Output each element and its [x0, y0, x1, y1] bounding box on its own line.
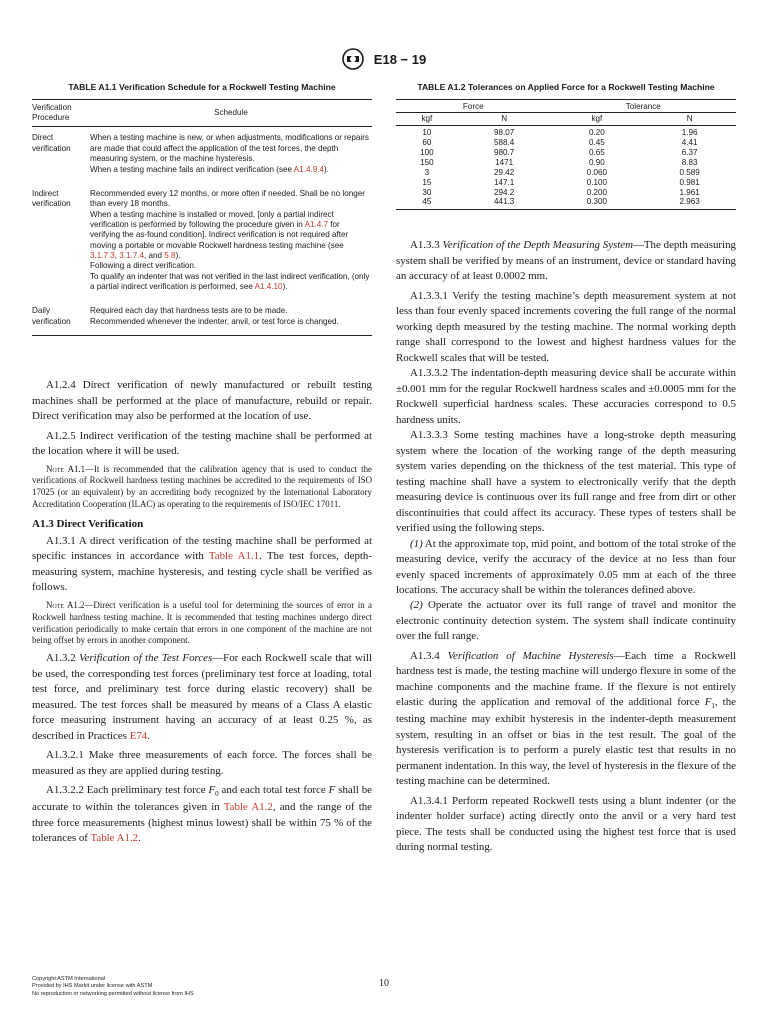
standard-link[interactable]: E74: [129, 729, 148, 742]
table-cell: 10: [422, 128, 432, 138]
schedule-cell: [90, 183, 372, 301]
table-cell: 0.65: [589, 148, 605, 158]
table-row: [32, 300, 372, 335]
section-link[interactable]: 5.8: [164, 251, 176, 261]
right-column: [396, 82, 736, 856]
unit-header: kgf: [396, 113, 458, 126]
schedule-line: When a testing machine is new, or when adjustments, modifications or repairs are made that could affect the application of the test forces, the depth measuring system, or the machine hysteresis.: [90, 133, 369, 164]
column-header-schedule: Schedule: [90, 99, 372, 127]
table-cell: 0.100: [586, 177, 608, 187]
schedule-line: To qualify an indenter that was not verified in the last indirect verification, (only a partial indirect verification is performed, see A1.4.10).: [90, 271, 370, 292]
table-row: [396, 168, 736, 178]
column-header-procedure: Verification Procedure: [32, 99, 90, 127]
paragraph-a1-2-4: A1.2.4 Direct verification of newly manufactured or rebuilt testing machines shall be performed at the place of manufacture, rebuild or repair. Direct verification may also be performed at the location of use.: [32, 379, 372, 423]
table-row: [396, 138, 736, 148]
section-link[interactable]: A1.4.9.4: [293, 164, 324, 174]
procedure-cell: Daily verification: [32, 300, 90, 335]
schedule-line: When a testing machine fails an indirect verification (see A1.4.9.4).: [90, 164, 329, 174]
table-cell: 4.41: [681, 138, 698, 148]
table-cell: 45: [396, 197, 458, 209]
paragraph-a1-3-2-1: A1.3.2.1 Make three measurements of each force. The forces shall be measured as they are applied during testing.: [32, 749, 372, 777]
verification-schedule-table: [32, 99, 372, 336]
schedule-line: Required each day that hardness tests are to be made.: [90, 306, 288, 316]
table-cell: 2.963: [643, 197, 736, 209]
paragraph-a1-2-5: A1.2.5 Indirect verification of the testing machine shall be performed at the location where it will be used.: [32, 429, 372, 458]
section-link[interactable]: A1.4.10: [254, 282, 283, 292]
table-cell: 29.42: [494, 167, 515, 177]
table-cell: 0.20: [589, 128, 605, 138]
table-link[interactable]: Table A1.2: [223, 801, 273, 814]
page-header: [0, 48, 768, 70]
footer-line: Copyright ASTM International: [32, 976, 106, 982]
note-a1-2: Note A1.2—Direct verification is a useful tool for determining the sources of error in a Rockwell hardness testing machine. It is recommended that testing machines undergo direct verification periodically to make certain that errors in one component of the machine are not being offset by errors in another component.: [32, 599, 372, 646]
table-row: [396, 148, 736, 158]
procedure-cell: Indirect verification: [32, 188, 71, 209]
table-cell: 441.3: [458, 197, 551, 209]
force-tolerance-table: [396, 99, 736, 211]
table-cell: 0.45: [589, 138, 605, 148]
paragraph-a1-3-4: A1.3.4 Verification of Machine Hysteresis—Each time a Rockwell hardness test is made, the testing machine will undergo flexure in some of the machine components and the machine frame. If the flexure is not entirely elastic during the application and removal of the additional force $F_1$, the testing machine may exhibit hysteresis in the indenter-depth measurement system, resulting in an offset or bias in the test result. The goal of the hysteresis verification is to perform a purely elastic test that results in no permanent indentation. In this way, the level of hysteresis in the flexure of the testing machine can be determined.: [396, 649, 736, 788]
paragraph-a1-3-3-2: A1.3.3.2 The indentation-depth measuring device shall be accurate within ±0.001 mm for the regular Rockwell hardness scales and ±0.0005 mm for the Rockwell superficial hardness scales. These accuracies correspond to 0.5 hardness units.: [396, 367, 736, 426]
group-header-tolerance: Tolerance: [551, 99, 736, 112]
paragraph-step-1: (1) At the approximate top, mid point, and bottom of the total stroke of the measuring device, verify the accuracy of the device at no less than four evenly spaced increments of approximately 0.05 mm at each of the three locations. The accuracy shall be within the tolerances defined above.: [396, 537, 736, 596]
table-cell: 8.83: [681, 158, 698, 168]
unit-header: N: [458, 113, 551, 126]
table-row: [396, 126, 736, 138]
table-row: [396, 158, 736, 168]
table-cell: 30: [422, 187, 432, 197]
schedule-cell: [90, 127, 372, 183]
table-a1-2-caption: TABLE A1.2 Tolerances on Applied Force for a Rockwell Testing Machine: [417, 82, 715, 92]
table-row: [396, 197, 736, 209]
group-header-force: Force: [396, 99, 551, 112]
footer-line: Provided by IHS Markit under license with ASTM: [32, 983, 153, 990]
force-tolerance-body: [396, 126, 736, 210]
astm-logo-icon: [342, 48, 364, 70]
unit-header: kgf: [551, 113, 644, 126]
paragraph-step-2: (2) Operate the actuator over its full range of travel and monitor the electronic continuity detection system. The system shall indicate continuity over the full range.: [396, 599, 736, 643]
table-cell: 588.4: [494, 138, 515, 148]
table-cell: 0.200: [586, 187, 608, 197]
table-cell: 0.060: [586, 167, 608, 177]
table-cell: 98.07: [494, 128, 515, 138]
table-row: [32, 183, 372, 301]
section-link[interactable]: A1.4.7: [304, 219, 329, 229]
table-cell: 0.90: [589, 158, 605, 168]
paragraph-a1-3-3-3: A1.3.3.3 Some testing machines have a long-stroke depth measuring system where the location of the working range of the depth measuring system varies depending on the thickness of the test material. This type of testing machine shall have a system to electronically verify that the depth measuring device is continuous over its full range and free from dirt or other discontinuities that could affect its accuracy. These types of testers shall be verified using the following steps.: [396, 429, 736, 535]
table-link[interactable]: Table A1.1: [208, 550, 260, 563]
table-cell: 0.300: [551, 197, 644, 209]
table-cell: 294.2: [494, 187, 515, 197]
table-cell: 100: [420, 148, 434, 158]
section-link[interactable]: 3.1.7.3: [90, 251, 115, 261]
table-cell: 1471: [495, 158, 514, 168]
standard-designation: E18 − 19: [373, 51, 427, 67]
paragraph-a1-3-4-1: A1.3.4.1 Perform repeated Rockwell tests using a blunt indenter (or the indenter holder surface) acting directly onto the anvil or a very hard test piece. The tests shall be conducted using the highest test force that is used during normal testing.: [396, 794, 736, 854]
table-cell: 3: [424, 167, 430, 177]
paragraph-a1-3-2: A1.3.2 Verification of the Test Forces—For each Rockwell scale that will be used, the corresponding test forces (preliminary test force at loading, total test force, and preliminary test force during elastic recovery) shall be measured. The test forces shall be measured by means of a Class A elastic force measuring instrument having an accuracy of at least 0.25 %, as described in Practices E74.: [32, 652, 372, 742]
page-number: 10: [379, 978, 389, 989]
table-row: [396, 178, 736, 188]
paragraph-a1-3-3: A1.3.3 Verification of the Depth Measuring System—The depth measuring system shall be verified by means of an instrument, device or standard having an accuracy of at least 0.0002 mm.: [396, 239, 736, 283]
schedule-line: Following a direct verification.: [90, 261, 197, 271]
schedule-line: Recommended every 12 months, or more often if needed. Shall be no longer than every 18 months.: [90, 188, 365, 209]
footer-line: No reproduction or networking permitted without license from IHS: [32, 990, 194, 997]
schedule-cell: [90, 300, 372, 335]
table-cell: 6.37: [681, 148, 698, 158]
table-cell: 15: [422, 177, 432, 187]
schedule-line: When a testing machine is installed or moved, [only a partial indirect verification is performed by following the procedure given in A1.4.7 for verifying the as-found condition]. Indirect verification is not required after moving a portable or movable Rockwell hardness testing machine (see 3.1.7.3, 3.1.7.4, and 5.8).: [90, 209, 349, 261]
section-heading-direct-verification: A1.3 Direct Verification: [32, 518, 144, 530]
table-row: [32, 127, 372, 183]
unit-header: N: [643, 113, 736, 126]
table-cell: 0.589: [679, 167, 700, 177]
table-cell: 60: [422, 138, 432, 148]
schedule-line: Recommended whenever the indenter, anvil, or test force is changed.: [90, 316, 339, 326]
paragraph-a1-3-1: A1.3.1 A direct verification of the testing machine shall be performed at specific instances in accordance with Table A1.1. The test forces, depth-measuring system, machine hysteresis, and testing cycle shall be verified as follows.: [32, 535, 372, 594]
paragraph-a1-3-2-2: A1.3.2.2 Each preliminary test force $F_0$ and each total test force F shall be accurate to within the tolerances given in Table A1.2, and the range of the three force measurements (highest minus lowest) shall be within 75 % of the tolerances of Table A1.2.: [32, 784, 372, 845]
table-cell: 147.1: [494, 177, 515, 187]
table-cell: 1.961: [679, 187, 700, 197]
table-cell: 980.7: [494, 148, 515, 158]
table-cell: 0.981: [679, 177, 700, 187]
note-a1-1: Note A1.1—It is recommended that the calibration agency that is used to conduct the verifications of Rockwell hardness testing machines be accredited to the requirements of ISO 17025 (or an equivalent) by an accrediting body recognized by the International Laboratory Accreditation Cooperation (ILAC) as operating to the requirements of ISO/IEC 17011.: [32, 463, 372, 510]
table-a1-1-caption: TABLE A1.1 Verification Schedule for a Rockwell Testing Machine: [68, 82, 336, 92]
left-column: [32, 82, 372, 847]
table-cell: 150: [420, 158, 434, 168]
table-row: [396, 188, 736, 198]
paragraph-a1-3-3-1: A1.3.3.1 Verify the testing machine’s depth measurement system at not less than four evenly spaced increments covering the full range of the normal working depth measured by the testing machine. The normal working depth range shall correspond to the lowest and highest hardness values for the Rockwell scales that will be tested.: [396, 289, 736, 364]
table-cell: 1.96: [681, 128, 698, 138]
procedure-cell: Direct verification: [32, 133, 71, 153]
table-link[interactable]: Table A1.2: [90, 832, 139, 845]
section-link[interactable]: 3.1.7.4: [119, 251, 145, 261]
